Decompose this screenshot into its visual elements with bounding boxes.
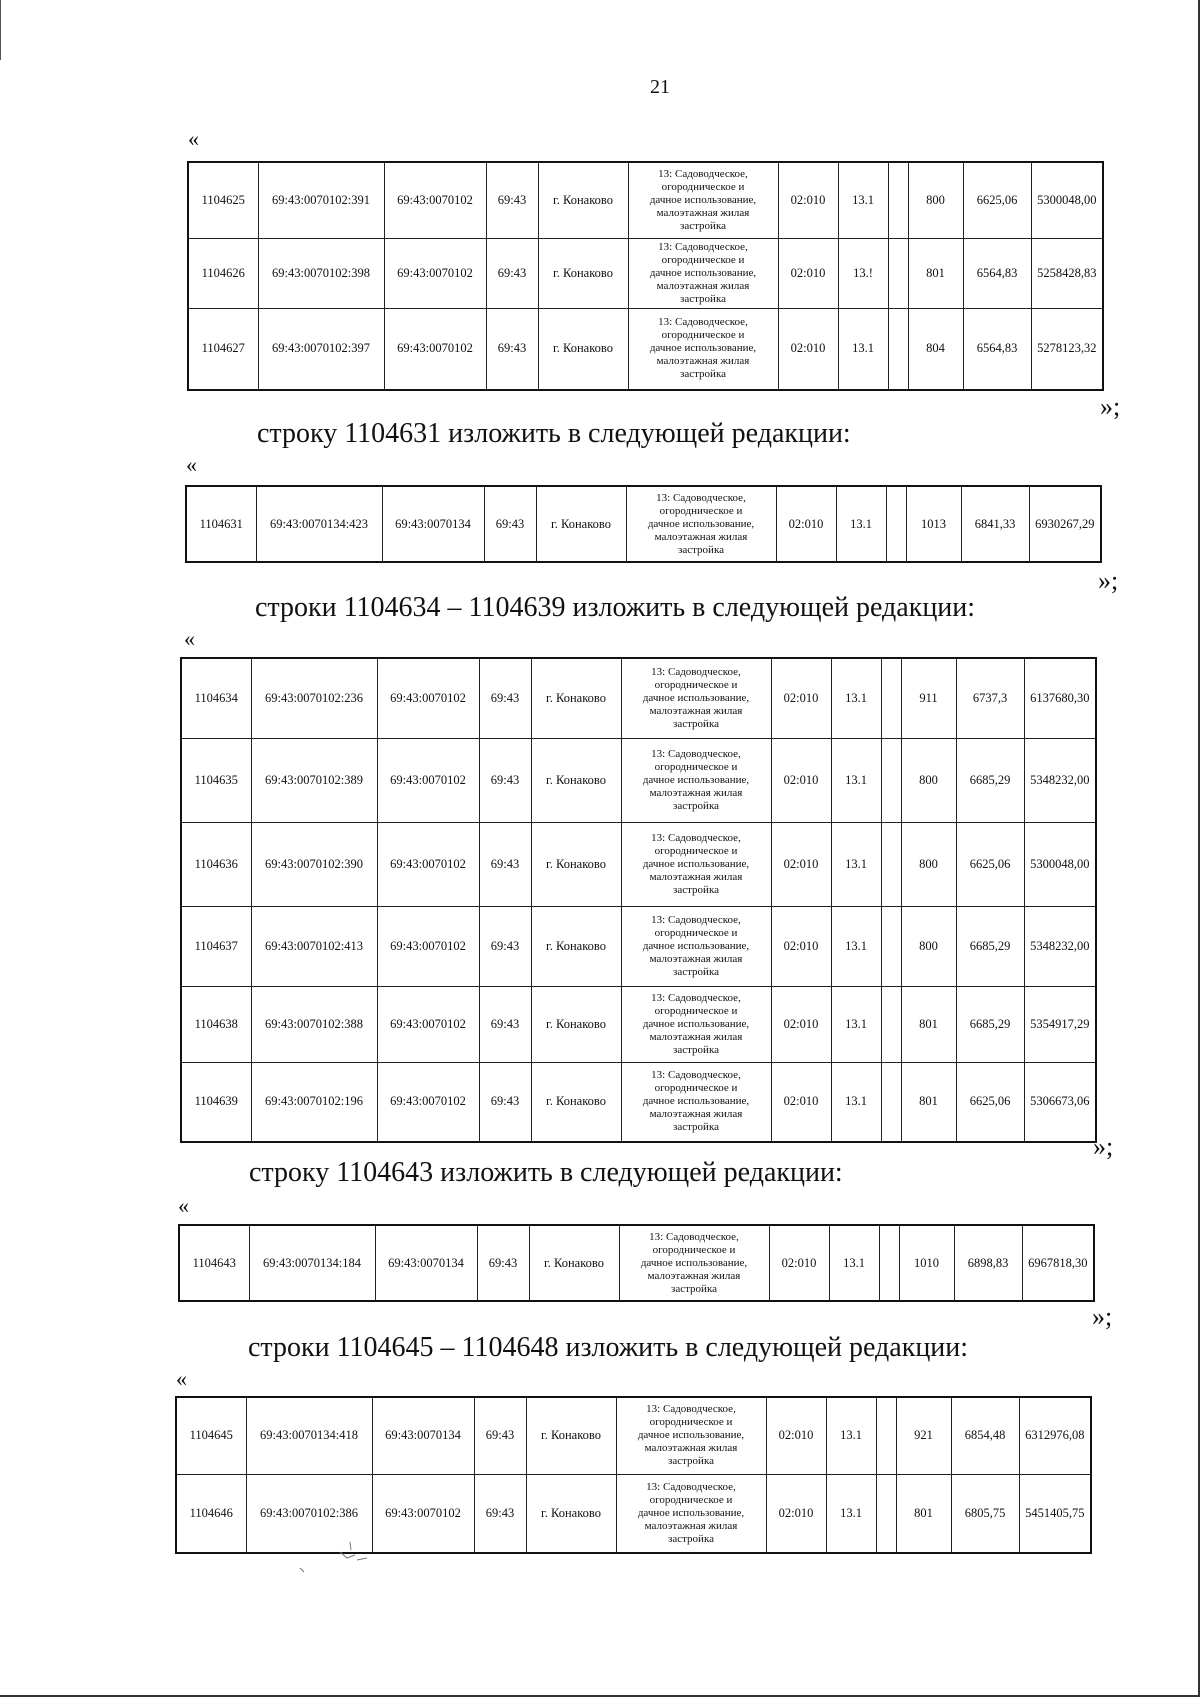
district-code-cell: 69:43 xyxy=(486,308,538,390)
cadastral-number-cell: 69:43:0070102:391 xyxy=(258,162,384,238)
code-cell: 02:010 xyxy=(771,986,831,1062)
land-use-line: 13: Садоводческое, xyxy=(656,491,746,504)
table-row xyxy=(181,986,1096,1062)
cadastral-number-cell: 69:43:0070102:236 xyxy=(251,658,377,738)
land-use-line: малоэтажная жилая xyxy=(649,786,743,799)
land-use-line: застройка xyxy=(680,219,726,232)
district-code-cell: 69:43 xyxy=(474,1474,526,1553)
land-use-line: 13: Садоводческое, xyxy=(646,1403,736,1416)
cadastral-block-cell: 69:43:0070102 xyxy=(377,986,479,1062)
row-id-cell: 1104646 xyxy=(176,1474,246,1553)
group-cell: 13.1 xyxy=(836,486,886,562)
close-quote: »; xyxy=(1093,1132,1114,1161)
land-use-cell xyxy=(621,906,771,986)
row-id-cell: 1104637 xyxy=(181,906,251,986)
land-use-line: огородническое и xyxy=(654,760,738,773)
cadastral-value-cell: 6137680,30 xyxy=(1024,658,1096,738)
land-use-cell xyxy=(628,238,778,308)
locality-cell: г. Конаково xyxy=(531,658,621,738)
table-row xyxy=(186,486,1101,562)
open-quote: « xyxy=(178,1193,189,1218)
land-use-line: дачное использование, xyxy=(642,773,750,786)
land-use-line: огородническое и xyxy=(649,1416,733,1429)
locality-cell: г. Конаково xyxy=(531,986,621,1062)
code-cell: 02:010 xyxy=(769,1225,829,1301)
cadastral-number-cell: 69:43:0070102:389 xyxy=(251,738,377,822)
locality-cell: г. Конаково xyxy=(529,1225,619,1301)
group-cell: 13.1 xyxy=(838,162,888,238)
land-use-line: малоэтажная жилая xyxy=(649,870,743,883)
cadastral-number-cell: 69:43:0070134:184 xyxy=(249,1225,375,1301)
locality-cell: г. Конаково xyxy=(531,822,621,906)
cadastral-block-cell: 69:43:0070134 xyxy=(372,1397,474,1474)
cadastral-block-cell: 69:43:0070102 xyxy=(377,1062,479,1142)
cadastral-value-cell: 5306673,06 xyxy=(1024,1062,1096,1142)
empty-cell xyxy=(881,986,901,1062)
land-use-line: дачное использование, xyxy=(642,691,750,704)
group-cell: 13.! xyxy=(838,238,888,308)
empty-cell xyxy=(879,1225,899,1301)
land-use-line: дачное использование, xyxy=(647,517,755,530)
page-number: 21 xyxy=(650,76,670,98)
district-code-cell: 69:43 xyxy=(479,658,531,738)
table-row xyxy=(188,162,1103,238)
land-use-line: дачное использование, xyxy=(640,1256,748,1269)
area-cell: 1010 xyxy=(899,1225,954,1301)
locality-cell: г. Конаково xyxy=(538,238,628,308)
land-use-line: малоэтажная жилая xyxy=(649,1108,743,1121)
locality-cell: г. Конаково xyxy=(538,308,628,390)
code-cell: 02:010 xyxy=(771,658,831,738)
empty-cell xyxy=(881,822,901,906)
row-id-cell: 1104634 xyxy=(181,658,251,738)
empty-cell xyxy=(881,1062,901,1142)
empty-cell xyxy=(881,906,901,986)
code-cell: 02:010 xyxy=(778,238,838,308)
land-use-cell xyxy=(616,1397,766,1474)
area-cell: 921 xyxy=(896,1397,951,1474)
land-use-line: дачное использование, xyxy=(642,857,750,870)
land-use-cell xyxy=(628,308,778,390)
cadastral-block-cell: 69:43:0070102 xyxy=(377,906,479,986)
row-id-cell: 1104639 xyxy=(181,1062,251,1142)
land-use-line: дачное использование, xyxy=(649,266,757,279)
cadastral-number-cell: 69:43:0070102:390 xyxy=(251,822,377,906)
land-use-line: 13: Садоводческое, xyxy=(651,831,741,844)
land-use-line: застройка xyxy=(673,965,719,978)
row-id-cell: 1104645 xyxy=(176,1397,246,1474)
cadastral-number-cell: 69:43:0070102:397 xyxy=(258,308,384,390)
area-cell: 801 xyxy=(896,1474,951,1553)
group-cell: 13.1 xyxy=(826,1397,876,1474)
group-cell: 13.1 xyxy=(831,986,881,1062)
group-cell: 13.1 xyxy=(831,658,881,738)
group-cell: 13.1 xyxy=(831,906,881,986)
section-heading: строку 1104631 изложить в следующей редакции: xyxy=(257,418,851,449)
empty-cell xyxy=(888,162,908,238)
land-use-line: дачное использование, xyxy=(642,1017,750,1030)
cadastral-value-cell: 5300048,00 xyxy=(1031,162,1103,238)
cadastral-value-cell: 5348232,00 xyxy=(1024,738,1096,822)
close-quote: »; xyxy=(1100,392,1121,421)
empty-cell xyxy=(881,658,901,738)
table-row xyxy=(181,822,1096,906)
table-row xyxy=(181,738,1096,822)
cadastral-number-cell: 69:43:0070102:386 xyxy=(246,1474,372,1553)
land-use-cell xyxy=(619,1225,769,1301)
land-use-line: огородническое и xyxy=(654,1004,738,1017)
row-id-cell: 1104625 xyxy=(188,162,258,238)
area-cell: 801 xyxy=(908,238,963,308)
area-cell: 800 xyxy=(901,822,956,906)
district-code-cell: 69:43 xyxy=(486,238,538,308)
land-use-line: малоэтажная жилая xyxy=(656,206,750,219)
specific-value-cell: 6564,83 xyxy=(963,238,1031,308)
land-use-line: застройка xyxy=(671,1282,717,1295)
group-cell: 13.1 xyxy=(829,1225,879,1301)
land-use-line: застройка xyxy=(668,1532,714,1545)
district-code-cell: 69:43 xyxy=(479,1062,531,1142)
code-cell: 02:010 xyxy=(766,1397,826,1474)
specific-value-cell: 6737,3 xyxy=(956,658,1024,738)
land-use-line: огородническое и xyxy=(659,504,743,517)
specific-value-cell: 6685,29 xyxy=(956,906,1024,986)
district-code-cell: 69:43 xyxy=(474,1397,526,1474)
land-use-line: малоэтажная жилая xyxy=(644,1519,738,1532)
land-use-line: застройка xyxy=(673,883,719,896)
cadastral-block-cell: 69:43:0070102 xyxy=(372,1474,474,1553)
locality-cell: г. Конаково xyxy=(531,738,621,822)
area-cell: 800 xyxy=(901,738,956,822)
land-use-line: дачное использование, xyxy=(637,1506,745,1519)
area-cell: 800 xyxy=(901,906,956,986)
code-cell: 02:010 xyxy=(778,308,838,390)
land-use-line: застройка xyxy=(678,543,724,556)
locality-cell: г. Конаково xyxy=(531,1062,621,1142)
cadastral-value-cell: 5354917,29 xyxy=(1024,986,1096,1062)
row-id-cell: 1104636 xyxy=(181,822,251,906)
section-heading: строку 1104643 изложить в следующей редакции: xyxy=(249,1157,843,1188)
cadastral-number-cell: 69:43:0070102:388 xyxy=(251,986,377,1062)
cadastral-block-cell: 69:43:0070102 xyxy=(377,658,479,738)
cadastral-block-cell: 69:43:0070102 xyxy=(384,308,486,390)
parcel-table xyxy=(180,657,1097,1143)
parcel-table xyxy=(175,1396,1092,1554)
land-use-line: огородническое и xyxy=(661,253,745,266)
land-use-line: 13: Садоводческое, xyxy=(651,1069,741,1082)
code-cell: 02:010 xyxy=(771,1062,831,1142)
cadastral-value-cell: 5278123,32 xyxy=(1031,308,1103,390)
land-use-line: малоэтажная жилая xyxy=(649,1030,743,1043)
land-use-line: 13: Садоводческое, xyxy=(651,747,741,760)
section-heading: строки 1104645 – 1104648 изложить в следующей редакции: xyxy=(248,1332,969,1363)
land-use-line: огородническое и xyxy=(652,1243,736,1256)
land-use-line: 13: Садоводческое, xyxy=(649,1230,739,1243)
land-use-line: дачное использование, xyxy=(637,1429,745,1442)
close-quote: »; xyxy=(1098,566,1119,595)
table-row xyxy=(181,658,1096,738)
land-use-line: 13: Садоводческое, xyxy=(651,991,741,1004)
group-cell: 13.1 xyxy=(831,822,881,906)
table-row xyxy=(188,308,1103,390)
group-cell: 13.1 xyxy=(831,1062,881,1142)
specific-value-cell: 6564,83 xyxy=(963,308,1031,390)
row-id-cell: 1104626 xyxy=(188,238,258,308)
cadastral-value-cell: 5348232,00 xyxy=(1024,906,1096,986)
area-cell: 804 xyxy=(908,308,963,390)
land-use-line: дачное использование, xyxy=(642,939,750,952)
cadastral-number-cell: 69:43:0070102:196 xyxy=(251,1062,377,1142)
code-cell: 02:010 xyxy=(766,1474,826,1553)
area-cell: 1013 xyxy=(906,486,961,562)
land-use-line: огородническое и xyxy=(654,844,738,857)
table-row xyxy=(181,906,1096,986)
specific-value-cell: 6805,75 xyxy=(951,1474,1019,1553)
cadastral-number-cell: 69:43:0070134:423 xyxy=(256,486,382,562)
area-cell: 801 xyxy=(901,986,956,1062)
area-cell: 801 xyxy=(901,1062,956,1142)
table-row xyxy=(181,1062,1096,1142)
land-use-line: огородническое и xyxy=(654,926,738,939)
empty-cell xyxy=(876,1397,896,1474)
land-use-line: застройка xyxy=(668,1455,714,1468)
cadastral-value-cell: 6312976,08 xyxy=(1019,1397,1091,1474)
cadastral-number-cell: 69:43:0070102:398 xyxy=(258,238,384,308)
cadastral-block-cell: 69:43:0070134 xyxy=(382,486,484,562)
area-cell: 800 xyxy=(908,162,963,238)
cadastral-block-cell: 69:43:0070102 xyxy=(377,822,479,906)
cadastral-value-cell: 5300048,00 xyxy=(1024,822,1096,906)
scan-mark xyxy=(295,1540,385,1580)
district-code-cell: 69:43 xyxy=(479,822,531,906)
land-use-line: огородническое и xyxy=(649,1493,733,1506)
locality-cell: г. Конаково xyxy=(538,162,628,238)
specific-value-cell: 6854,48 xyxy=(951,1397,1019,1474)
district-code-cell: 69:43 xyxy=(479,738,531,822)
land-use-line: 13: Садоводческое, xyxy=(651,665,741,678)
table-row xyxy=(179,1225,1094,1301)
cadastral-number-cell: 69:43:0070102:413 xyxy=(251,906,377,986)
locality-cell: г. Конаково xyxy=(536,486,626,562)
land-use-cell xyxy=(621,986,771,1062)
specific-value-cell: 6841,33 xyxy=(961,486,1029,562)
code-cell: 02:010 xyxy=(771,822,831,906)
row-id-cell: 1104631 xyxy=(186,486,256,562)
open-quote: « xyxy=(184,626,195,651)
district-code-cell: 69:43 xyxy=(479,906,531,986)
empty-cell xyxy=(876,1474,896,1553)
land-use-cell xyxy=(628,162,778,238)
land-use-line: малоэтажная жилая xyxy=(644,1442,738,1455)
land-use-line: огородническое и xyxy=(654,678,738,691)
specific-value-cell: 6625,06 xyxy=(956,822,1024,906)
specific-value-cell: 6625,06 xyxy=(963,162,1031,238)
area-cell: 911 xyxy=(901,658,956,738)
land-use-line: 13: Садоводческое, xyxy=(651,913,741,926)
close-quote: »; xyxy=(1092,1302,1113,1331)
row-id-cell: 1104638 xyxy=(181,986,251,1062)
cadastral-number-cell: 69:43:0070134:418 xyxy=(246,1397,372,1474)
specific-value-cell: 6898,83 xyxy=(954,1225,1022,1301)
cadastral-value-cell: 6967818,30 xyxy=(1022,1225,1094,1301)
land-use-line: застройка xyxy=(673,717,719,730)
land-use-cell xyxy=(626,486,776,562)
row-id-cell: 1104643 xyxy=(179,1225,249,1301)
cadastral-block-cell: 69:43:0070102 xyxy=(384,238,486,308)
district-code-cell: 69:43 xyxy=(486,162,538,238)
land-use-line: застройка xyxy=(680,368,726,381)
specific-value-cell: 6685,29 xyxy=(956,738,1024,822)
parcel-table xyxy=(187,161,1104,391)
code-cell: 02:010 xyxy=(771,906,831,986)
cadastral-block-cell: 69:43:0070102 xyxy=(384,162,486,238)
cadastral-value-cell: 5258428,83 xyxy=(1031,238,1103,308)
district-code-cell: 69:43 xyxy=(477,1225,529,1301)
locality-cell: г. Конаково xyxy=(526,1397,616,1474)
district-code-cell: 69:43 xyxy=(484,486,536,562)
land-use-cell xyxy=(616,1474,766,1553)
empty-cell xyxy=(886,486,906,562)
land-use-cell xyxy=(621,738,771,822)
empty-cell xyxy=(881,738,901,822)
land-use-line: малоэтажная жилая xyxy=(647,1269,741,1282)
land-use-cell xyxy=(621,822,771,906)
code-cell: 02:010 xyxy=(778,162,838,238)
cadastral-value-cell: 5451405,75 xyxy=(1019,1474,1091,1553)
section-heading: строки 1104634 – 1104639 изложить в следующей редакции: xyxy=(255,592,976,623)
land-use-line: застройка xyxy=(680,292,726,305)
land-use-line: огородническое и xyxy=(661,329,745,342)
row-id-cell: 1104635 xyxy=(181,738,251,822)
open-quote: « xyxy=(176,1366,187,1391)
empty-cell xyxy=(888,238,908,308)
code-cell: 02:010 xyxy=(776,486,836,562)
empty-cell xyxy=(888,308,908,390)
group-cell: 13.1 xyxy=(838,308,888,390)
land-use-line: дачное использование, xyxy=(649,342,757,355)
specific-value-cell: 6625,06 xyxy=(956,1062,1024,1142)
land-use-line: застройка xyxy=(673,1043,719,1056)
cadastral-block-cell: 69:43:0070134 xyxy=(375,1225,477,1301)
group-cell: 13.1 xyxy=(826,1474,876,1553)
cadastral-block-cell: 69:43:0070102 xyxy=(377,738,479,822)
cadastral-value-cell: 6930267,29 xyxy=(1029,486,1101,562)
parcel-table xyxy=(178,1224,1095,1302)
code-cell: 02:010 xyxy=(771,738,831,822)
table-row xyxy=(188,238,1103,308)
land-use-line: дачное использование, xyxy=(649,193,757,206)
land-use-line: огородническое и xyxy=(661,180,745,193)
group-cell: 13.1 xyxy=(831,738,881,822)
scan-edge-left xyxy=(0,0,1,60)
land-use-line: малоэтажная жилая xyxy=(654,530,748,543)
land-use-line: 13: Садоводческое, xyxy=(658,240,748,253)
land-use-line: малоэтажная жилая xyxy=(649,952,743,965)
parcel-table xyxy=(185,485,1102,563)
land-use-line: малоэтажная жилая xyxy=(649,704,743,717)
open-quote: « xyxy=(186,452,197,477)
land-use-line: 13: Садоводческое, xyxy=(658,167,748,180)
land-use-cell xyxy=(621,1062,771,1142)
land-use-line: 13: Садоводческое, xyxy=(658,316,748,329)
open-quote: « xyxy=(188,126,199,151)
land-use-line: 13: Садоводческое, xyxy=(646,1480,736,1493)
specific-value-cell: 6685,29 xyxy=(956,986,1024,1062)
row-id-cell: 1104627 xyxy=(188,308,258,390)
land-use-line: малоэтажная жилая xyxy=(656,279,750,292)
district-code-cell: 69:43 xyxy=(479,986,531,1062)
land-use-cell xyxy=(621,658,771,738)
table-row xyxy=(176,1397,1091,1474)
land-use-line: малоэтажная жилая xyxy=(656,355,750,368)
locality-cell: г. Конаково xyxy=(526,1474,616,1553)
land-use-line: застройка xyxy=(673,799,719,812)
land-use-line: застройка xyxy=(673,1121,719,1134)
locality-cell: г. Конаково xyxy=(531,906,621,986)
land-use-line: огородническое и xyxy=(654,1082,738,1095)
land-use-line: дачное использование, xyxy=(642,1095,750,1108)
